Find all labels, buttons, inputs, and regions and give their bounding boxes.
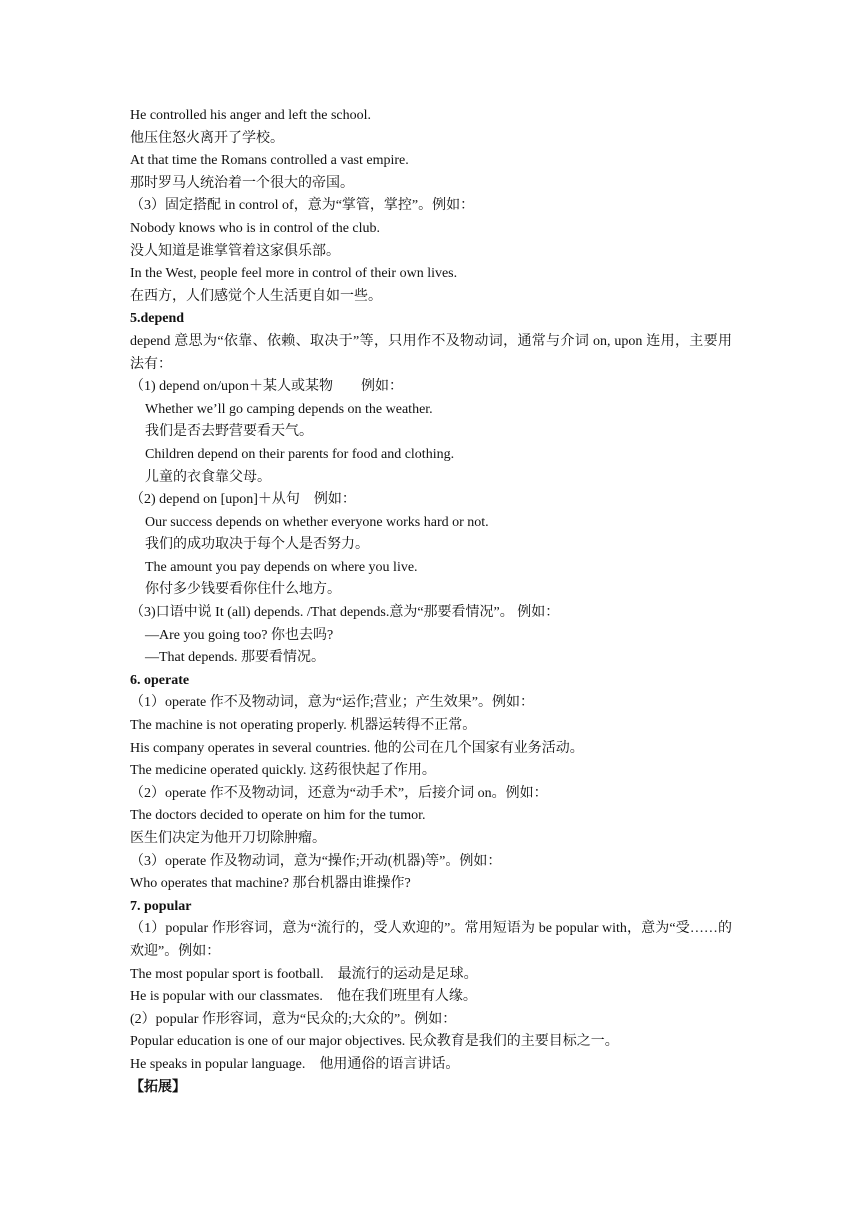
text-line: （1）operate 作不及物动词，意为“运作;营业；产生效果”。例如： xyxy=(130,695,535,711)
text-line: （2）operate 作不及物动词，还意为“动手术”，后接介词 on。例如： xyxy=(130,785,548,801)
section-heading: 7. popular xyxy=(130,898,192,914)
text-line: 你付多少钱要看你住什么地方。 xyxy=(145,582,341,598)
document-page xyxy=(130,105,732,1099)
text-line: （1）popular 作形容词，意为“流行的，受人欢迎的”。常用短语为 be popular with，意为“受……的欢迎”。例如： xyxy=(130,921,732,959)
text-line: （3)口语中说 It (all) depends. /That depends.意为“那要看情况”。 例如： xyxy=(130,605,560,621)
text-line: 医生们决定为他开刀切除肿瘤。 xyxy=(130,831,326,846)
text-line: At that time the Romans controlled a vast empire. xyxy=(130,153,409,169)
text-line: Who operates that machine? 那台机器由谁操作? xyxy=(130,876,411,892)
text-line: 那时罗马人统治着一个很大的帝国。 xyxy=(130,175,354,191)
text-line: The doctors decided to operate on him for the tumor. xyxy=(130,808,426,824)
text-line: 我们的成功取决于每个人是否努力。 xyxy=(145,537,369,553)
section-heading: 【拓展】 xyxy=(130,1079,186,1095)
text-line: 他压住怒火离开了学校。 xyxy=(130,130,284,146)
text-line: （3）固定搭配 in control of，意为“掌管，掌控”。例如： xyxy=(130,198,475,214)
text-line: Nobody knows who is in control of the club. xyxy=(130,220,381,236)
text-line: He is popular with our classmates. 他在我们班里有人缘。 xyxy=(130,989,477,1005)
text-line: In the West, people feel more in control of their own lives. xyxy=(130,266,458,282)
section-heading: 6. operate xyxy=(130,672,190,688)
text-line: Children depend on their parents for food and clothing. xyxy=(145,446,455,462)
text-line: （3）operate 作及物动词，意为“操作;开动(机器)等”。例如： xyxy=(130,853,502,869)
text-line: —Are you going too? 你也去吗? xyxy=(145,627,334,643)
text-line: Popular education is one of our major objectives. 民众教育是我们的主要目标之一。 xyxy=(130,1034,619,1050)
text-line: depend 意思为“依靠、依赖、取决于”等，只用作不及物动词，通常与介词 on, upon 连用，主要用法有： xyxy=(130,333,732,372)
text-line: 我们是否去野营要看天气。 xyxy=(145,424,313,440)
text-line: 没人知道是谁掌管着这家俱乐部。 xyxy=(130,243,340,259)
text-line: His company operates in several countries. 他的公司在几个国家有业务活动。 xyxy=(130,740,584,756)
text-line: （1) depend on/upon＋某人或某物 例如： xyxy=(130,379,403,395)
text-line: The most popular sport is football. 最流行的运动是足球。 xyxy=(130,966,478,982)
text-line: The amount you pay depends on where you live. xyxy=(145,559,418,575)
text-line: 儿童的衣食靠父母。 xyxy=(145,469,271,485)
text-line: 在西方，人们感觉个人生活更自如一些。 xyxy=(130,288,382,304)
text-line: （2) depend on [upon]＋从句 例如： xyxy=(130,492,356,508)
text-line: The machine is not operating properly. 机器运转得不正常。 xyxy=(130,718,477,734)
text-line: —That depends. 那要看情况。 xyxy=(145,650,326,666)
text-line: He speaks in popular language. 他用通俗的语言讲话。 xyxy=(130,1056,460,1072)
text-line: The medicine operated quickly. 这药很快起了作用。 xyxy=(130,763,436,779)
text-line: Our success depends on whether everyone works hard or not. xyxy=(145,514,489,530)
text-line: He controlled his anger and left the school. xyxy=(130,108,372,123)
text-line: (2）popular 作形容词，意为“民众的;大众的”。例如： xyxy=(130,1011,457,1027)
section-heading: 5.depend xyxy=(130,311,185,327)
text-line: Whether we’ll go camping depends on the weather. xyxy=(145,401,433,417)
